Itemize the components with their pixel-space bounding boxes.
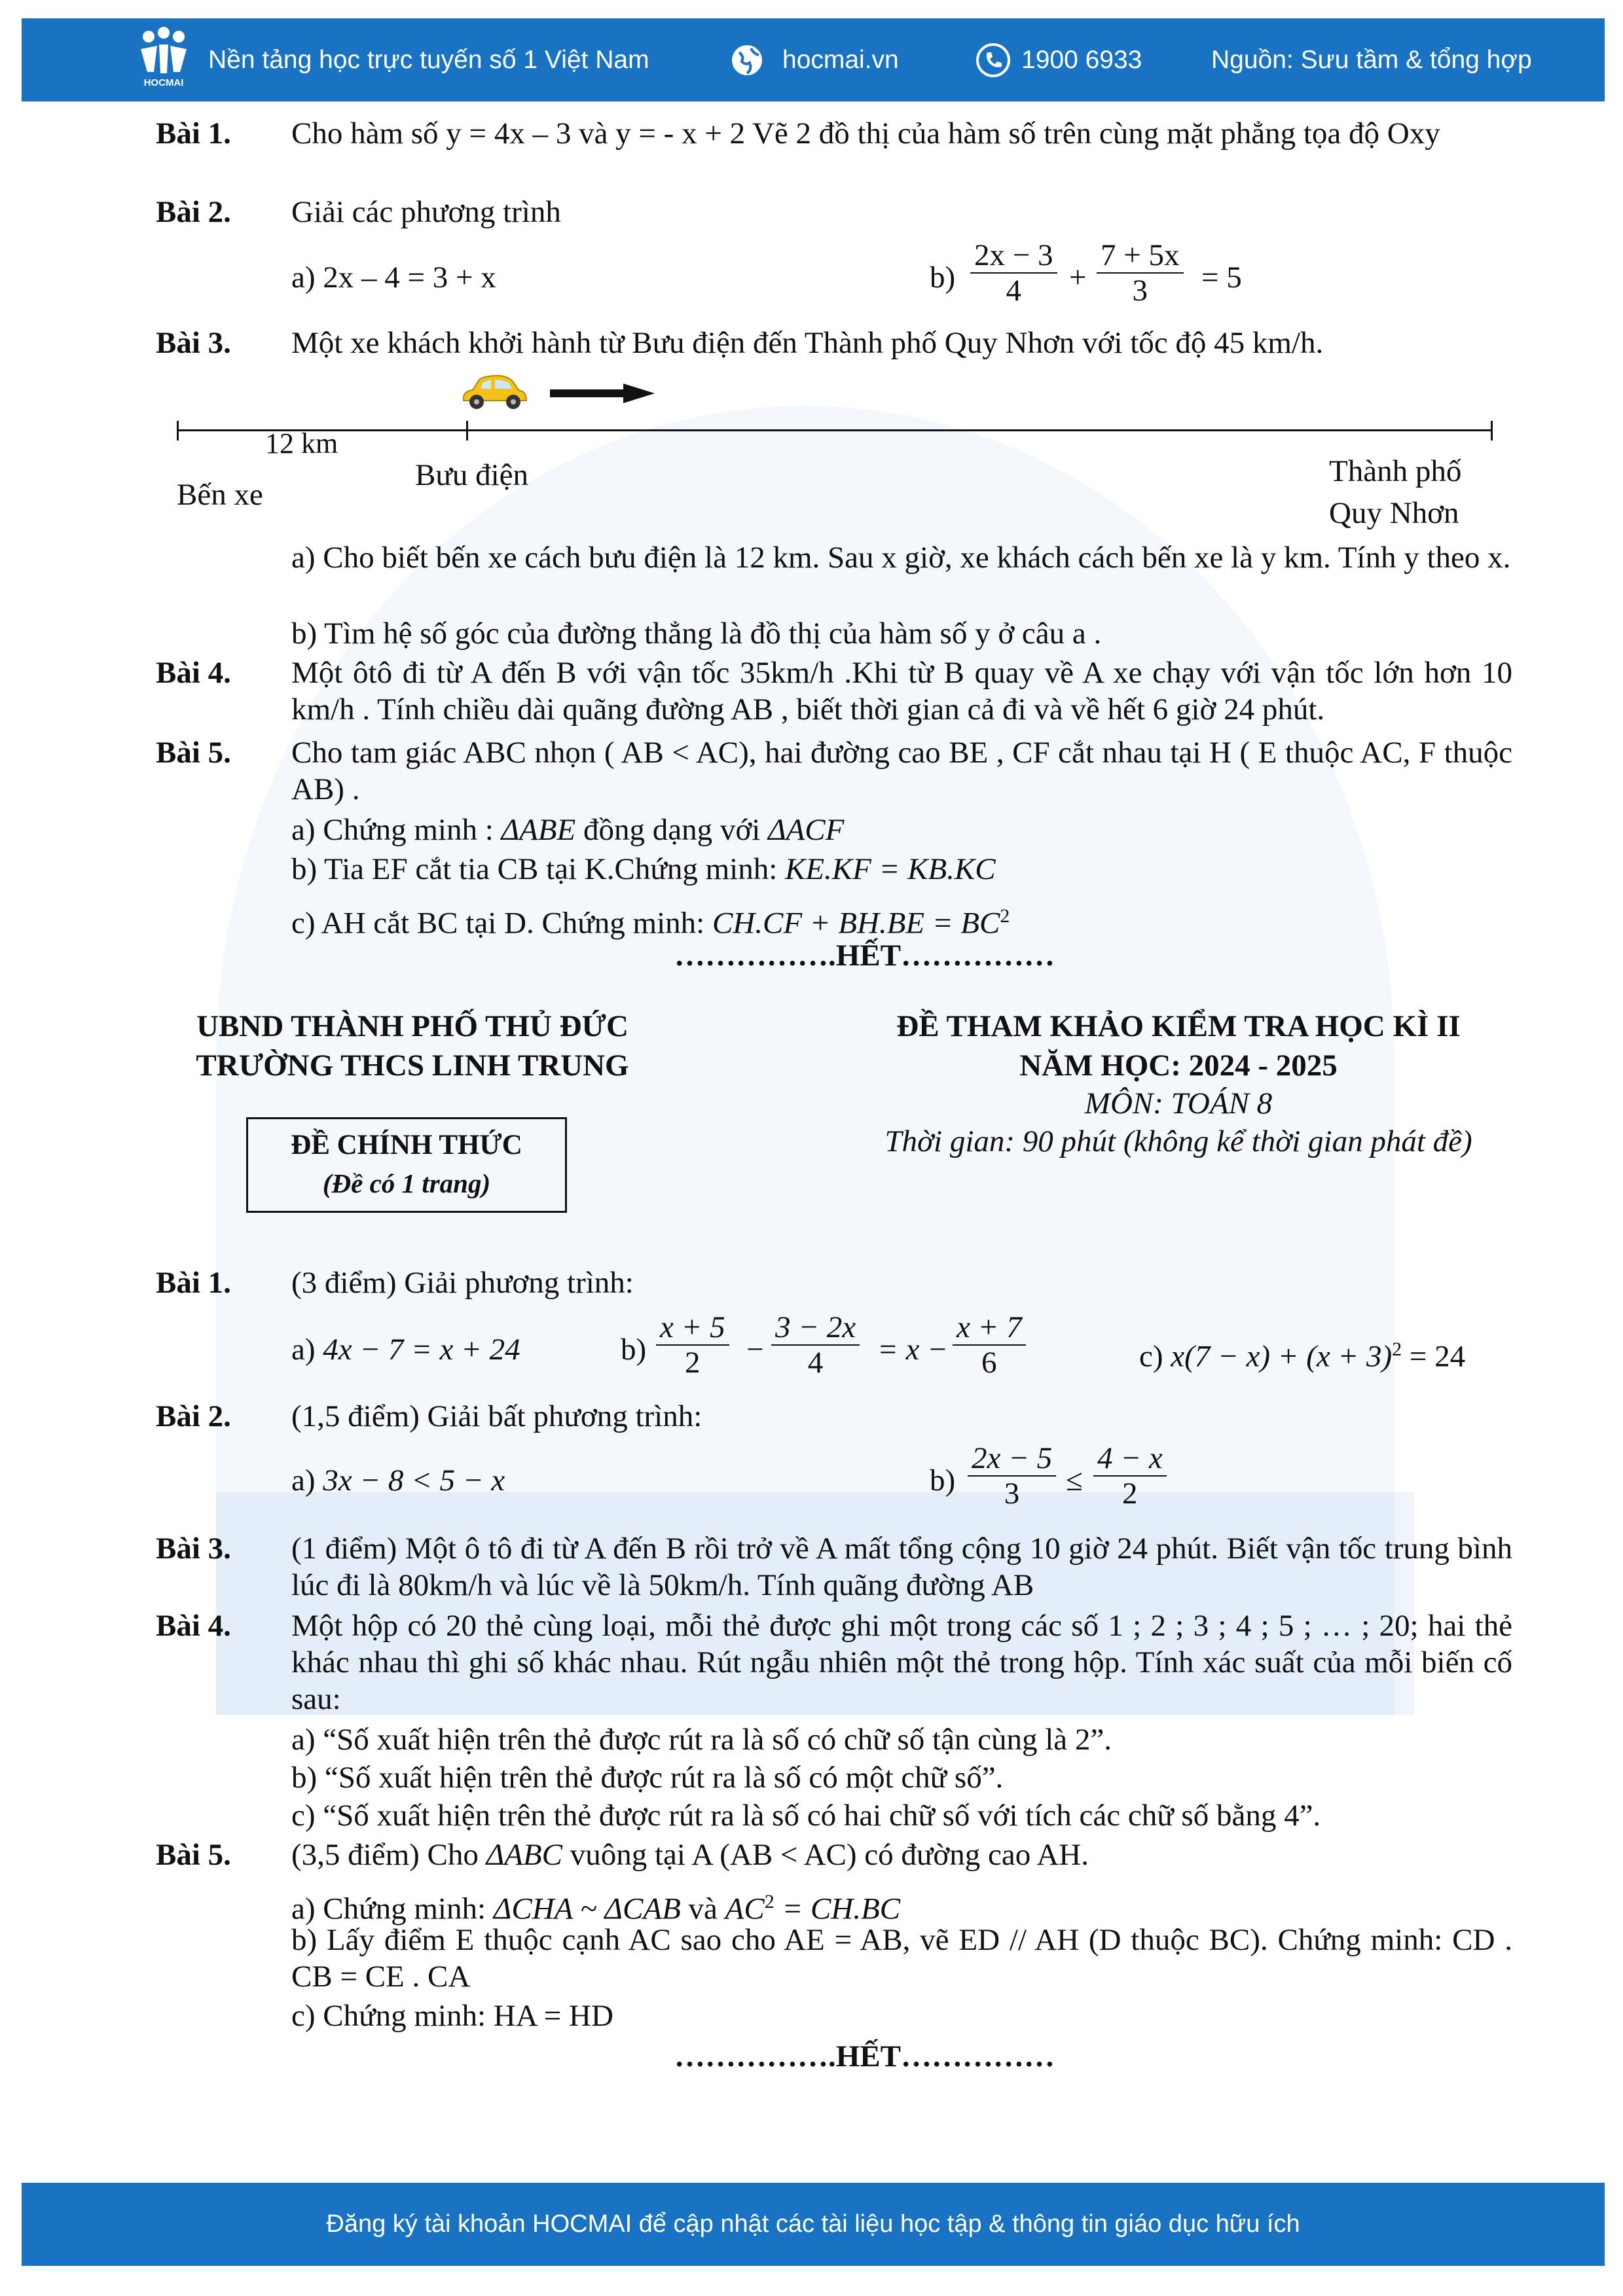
e1-b1-text: Cho hàm số y = 4x – 3 và y = - x + 2 Vẽ 2 đồ thị của hàm số trên cùng mặt phẳng tọa độ Oxy (291, 117, 1440, 151)
e2-b3-text: (1 điểm) Một ô tô đi từ A đến B rồi trở về A mất tổng cộng 10 giờ 24 phút. Biết vận tốc trung bình lúc đi là 80km/h và lúc về là 50km/h. Tính quãng đường AB (291, 1532, 1512, 1602)
e2-b5-text: (3,5 điểm) Cho ΔABC vuông tại A (AB < AC) có đường cao AH. (291, 1838, 1089, 1872)
e2-b2-frac2: 4 − x 2 (1093, 1441, 1167, 1511)
e2-b5-a: a) Chứng minh: ΔCHA ~ ΔCAB và $AC^2 = CH.BC$ (291, 1891, 901, 1926)
e1-b1-label: Bài 1. (156, 117, 231, 151)
e1-b2-plus: + (1069, 260, 1087, 295)
globe-icon (730, 18, 764, 101)
e1-b5-a: a) Chứng minh : ΔABE đồng dạng với ΔACF (291, 813, 845, 847)
direction-arrow (550, 384, 655, 406)
e1-b3-label: Bài 3. (156, 326, 231, 360)
e1-b5-b: b) Tia EF cắt tia CB tại K.Chứng minh: KE.KF = KB.KC (291, 852, 996, 886)
e2-b5-c: c) Chứng minh: HA = HD (291, 1999, 613, 2033)
box-title: ĐỀ CHÍNH THỨC (291, 1130, 522, 1160)
e2-b4-a: a) “Số xuất hiện trên thẻ được rút ra là số có chữ số tận cùng là 2”. (291, 1723, 1112, 1757)
e2-b2-leq: ≤ (1066, 1463, 1083, 1498)
e2-b5-label: Bài 5. (156, 1838, 231, 1872)
e2-right4: Thời gian: 90 phút (không kể thời gian phát đề) (884, 1124, 1472, 1158)
e2-b1-text: (3 điểm) Giải phương trình: (291, 1266, 634, 1300)
e1-b3-text: Một xe khách khởi hành từ Bưu điện đến Thành phố Quy Nhơn với tốc độ 45 km/h. (291, 326, 1324, 360)
footer-text: Đăng ký tài khoản HOCMAI để cập nhật các tài liệu học tập & thông tin giáo dục hữu ích (326, 2210, 1300, 2238)
e2-b1-c: c) $x(7 - x) + (x + 3)^2 = 24$ (1139, 1338, 1466, 1374)
e1-b2-a: a) 2x – 4 = 3 + x (291, 260, 496, 295)
e1-b4-text: Một ôtô đi từ A đến B với vận tốc 35km/h .Khi từ B quay về A xe chạy với vận tốc lớn hơn 10 km/h . Tính chiều dài quãng đường AB , biết thời gian cả đi và về hết 6 giờ 24 phút. (291, 656, 1512, 726)
logo-text: HOCMAI (143, 77, 184, 88)
diagram-mid: Bưu điện (415, 458, 528, 492)
e2-b2-text: (1,5 điểm) Giải bất phương trình: (291, 1399, 702, 1433)
tick-end (1491, 421, 1493, 440)
e1-b3-b: b) Tìm hệ số góc của đường thẳng là đồ thị của hàm số y ở câu a . (291, 617, 1102, 651)
e2-b4-label: Bài 4. (156, 1609, 231, 1643)
e2-left2: TRƯỜNG THCS LINH TRUNG (196, 1049, 629, 1083)
diagram-start: Bến xe (177, 478, 263, 512)
e1-b5-label: Bài 5. (156, 736, 231, 770)
e2-b1-mid: = x − (877, 1333, 948, 1367)
e1-b2-b-prefix: b) (930, 260, 956, 295)
e2-b1-frac1: x + 5 2 (656, 1310, 729, 1380)
hocmai-logo (134, 26, 193, 95)
e2-b1-label: Bài 1. (156, 1266, 231, 1300)
e2-b4-c: c) “Số xuất hiện trên thẻ được rút ra là số có hai chữ số với tích các chữ số bằng 4”. (291, 1799, 1321, 1833)
e1-b2-rhs: = 5 (1201, 260, 1242, 295)
e1-b5-text: Cho tam giác ABC nhọn ( AB < AC), hai đường cao BE , CF cắt nhau tại H ( E thuộc AC, F thuộc AB) . (291, 736, 1512, 806)
footer-bar (22, 2183, 1605, 2266)
diagram-end1: Thành phố (1329, 454, 1462, 488)
e2-b4-text: Một hộp có 20 thẻ cùng loại, mỗi thẻ được ghi một trong các số 1 ; 2 ; 3 ; 4 ; 5 ; … ; 20; hai thẻ khác nhau thì ghi số khác nhau. Rút ngẫu nhiên một thẻ trong hộp. Tính xác suất của mỗi biến cố sau: (291, 1609, 1512, 1716)
diagram-distance: 12 km (265, 427, 338, 459)
diagram-end2: Quy Nhơn (1329, 496, 1459, 530)
e2-b3-label: Bài 3. (156, 1532, 231, 1566)
e2-right3: MÔN: TOÁN 8 (1084, 1086, 1273, 1121)
e2-end: …………….HẾT…………… (674, 2039, 1055, 2073)
e1-b2-frac1: 2x − 3 4 (970, 238, 1057, 308)
e2-b1-frac3: x + 7 6 (953, 1310, 1026, 1380)
tick-start (177, 421, 179, 440)
box-subtitle: (Đề có 1 trang) (322, 1168, 491, 1198)
e2-b4-b: b) “Số xuất hiện trên thẻ được rút ra là số có một chữ số”. (291, 1761, 1004, 1795)
e2-b1-b-prefix: b) (621, 1333, 647, 1367)
official-box (246, 1117, 567, 1213)
header-slogan: Nền tảng học trực tuyến số 1 Việt Nam (208, 45, 649, 74)
e1-b2-frac2: 7 + 5x 3 (1097, 238, 1184, 308)
header-website[interactable]: hocmai.vn (782, 45, 899, 74)
e2-b1-frac2: 3 − 2x 4 (771, 1310, 860, 1380)
e2-b2-frac1: 2x − 5 3 (968, 1441, 1056, 1511)
e1-b2-label: Bài 2. (156, 195, 231, 229)
e2-b5-b: b) Lấy điểm E thuộc cạnh AC sao cho AE = AB, vẽ ED // AH (D thuộc BC). Chứng minh: CD . CB = CE . CA (291, 1923, 1512, 1994)
e1-end: …………….HẾT…………… (674, 939, 1055, 973)
e2-b2-label: Bài 2. (156, 1399, 231, 1433)
e2-left1: UBND THÀNH PHỐ THỦ ĐỨC (196, 1009, 629, 1043)
e2-right2: NĂM HỌC: 2024 - 2025 (1019, 1049, 1338, 1083)
e2-right1: ĐỀ THAM KHẢO KIỂM TRA HỌC KÌ II (896, 1009, 1461, 1043)
e1-b5-c: c) AH cắt BC tại D. Chứng minh: $CH.CF + BH.BE = BC^2$ (291, 905, 1010, 941)
e1-b2-text: Giải các phương trình (291, 195, 561, 229)
e2-b1-minus: − (746, 1333, 764, 1367)
tick-mid (466, 421, 468, 440)
car-icon (458, 373, 530, 412)
route-line (177, 429, 1493, 431)
header-phone[interactable]: 1900 6933 (1021, 45, 1142, 74)
e2-b2-a: a) 3x − 8 < 5 − x (291, 1463, 505, 1498)
e1-b3-a: a) Cho biết bến xe cách bưu điện là 12 km. Sau x giờ, xe khách cách bến xe là y km. Tính y theo x. (291, 541, 1511, 575)
e2-b1-a: a) 4x − 7 = x + 24 (291, 1333, 520, 1367)
header-source: Nguồn: Sưu tầm & tổng hợp (1211, 45, 1532, 74)
phone-icon (976, 18, 1011, 101)
e1-b4-label: Bài 4. (156, 656, 231, 690)
e2-b2-b-prefix: b) (930, 1463, 956, 1498)
